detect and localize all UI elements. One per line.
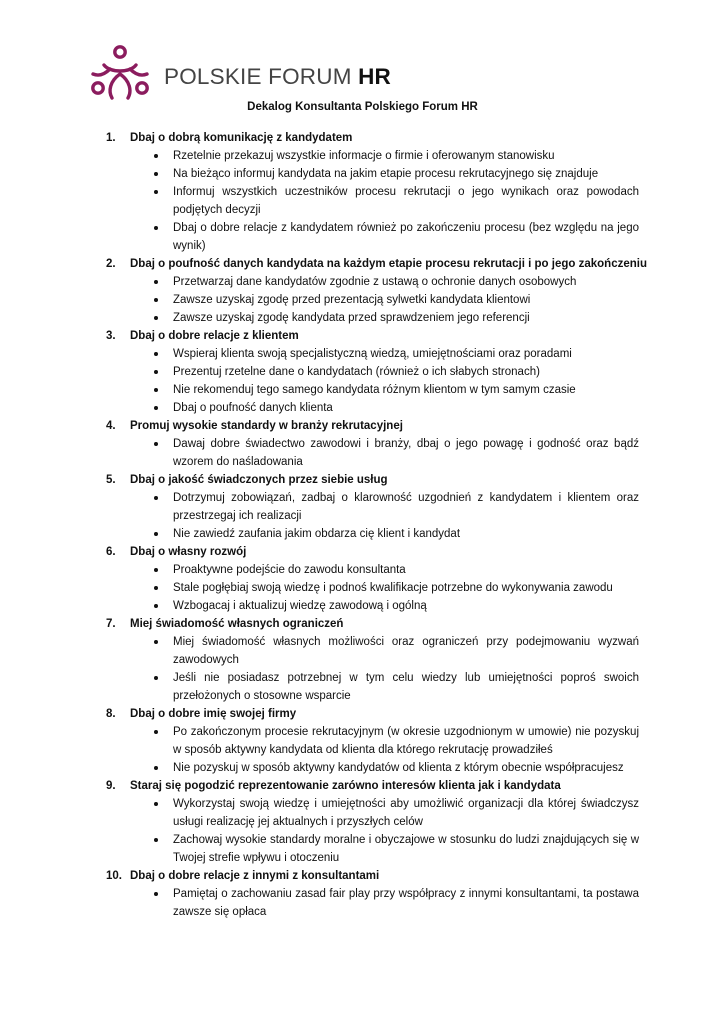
bullet-list [130,885,640,921]
bullet-item: Proaktywne podejście do zawodu konsultanta [173,561,639,579]
dekalog-item-heading-text: Dbaj o dobrą komunikację z kandydatem [130,132,353,144]
dekalog-item [106,129,640,255]
dekalog-item-heading-text: Dbaj o dobre relacje z innymi z konsultantami [130,870,380,882]
bullet-list [130,633,640,705]
dekalog-item-number: 9. [106,780,116,792]
dekalog-item-heading [106,867,640,885]
bullet-list [130,723,640,777]
polskie-forum-hr-logo-icon [88,43,152,101]
bullet-item: Zawsze uzyskaj zgodę kandydata przed sprawdzeniem jego referencji [173,309,639,327]
dekalog-item [106,777,640,867]
bullet-list [130,147,640,255]
bullet-item: Przetwarzaj dane kandydatów zgodnie z ustawą o ochronie danych osobowych [173,273,639,291]
dekalog-item-heading [106,615,640,633]
dekalog-item-number: 5. [106,474,116,486]
bullet-item: Wykorzystaj swoją wiedzę i umiejętności aby umożliwić organizacji dla której świadczysz usługi realizację jej aktualnych i przyszłych celów [173,795,639,831]
dekalog-item [106,867,640,921]
bullet-item: Po zakończonym procesie rekrutacyjnym (w okresie uzgodnionym w umowie) nie pozyskuj w sposób aktywny kandydata od klienta dla którego rekrutację prowadziłeś [173,723,639,759]
dekalog-item-number: 6. [106,546,116,558]
bullet-item: Zawsze uzyskaj zgodę przed prezentacją sylwetki kandydata klientowi [173,291,639,309]
dekalog-item-number: 7. [106,618,116,630]
dekalog-item [106,255,647,327]
dekalog-item-heading-text: Staraj się pogodzić reprezentowanie zarówno interesów klienta jak i kandydata [130,780,561,792]
bullet-item: Wzbogacaj i aktualizuj wiedzę zawodową i ogólną [173,597,639,615]
dekalog-item-heading [106,255,647,273]
bullet-item: Dbaj o dobre relacje z kandydatem również po zakończeniu procesu (bez względu na jego wynik) [173,219,639,255]
dekalog-item [106,705,640,777]
bullet-item: Nie rekomenduj tego samego kandydata różnym klientom w tym samym czasie [173,381,639,399]
dekalog-item-number: 8. [106,708,116,720]
dekalog-item-heading-text: Dbaj o jakość świadczonych przez siebie usług [130,474,388,486]
dekalog-item-heading-text: Dbaj o dobre imię swojej firmy [130,708,297,720]
bullet-list [130,795,640,867]
dekalog-item-heading [106,705,640,723]
dekalog-item-heading [106,543,640,561]
dekalog-item-heading-text: Dbaj o dobre relacje z klientem [130,330,299,342]
dekalog-item-heading [106,417,640,435]
bullet-item: Wspieraj klienta swoją specjalistyczną wiedzą, umiejętnościami oraz poradami [173,345,639,363]
logo-text-normal: POLSKIE FORUM [164,64,352,89]
bullet-list [130,345,640,417]
bullet-item: Nie pozyskuj w sposób aktywny kandydatów od klienta z którym obecnie współpracujesz [173,759,639,777]
bullet-item: Dotrzymuj zobowiązań, zadbaj o klarowność uzgodnień z kandydatem i klientem oraz przestrzegaj ich realizacji [173,489,639,525]
dekalog-item-heading [106,777,640,795]
bullet-item: Stale pogłębiaj swoją wiedzę i podnoś kwalifikacje potrzebne do wykonywania zawodu [173,579,639,597]
dekalog-item [106,417,640,471]
logo-text-bold: HR [358,64,391,89]
dekalog-item [106,327,640,417]
dekalog-item-number: 2. [106,258,116,270]
bullet-item: Na bieżąco informuj kandydata na jakim etapie procesu rekrutacyjnego się znajduje [173,165,639,183]
bullet-list [130,273,640,327]
bullet-item: Rzetelnie przekazuj wszystkie informacje o firmie i oferowanym stanowisku [173,147,639,165]
dekalog-item-heading-text: Promuj wysokie standardy w branży rekrutacyjnej [130,420,403,432]
bullet-item: Dbaj o poufność danych klienta [173,399,639,417]
bullet-item: Zachowaj wysokie standardy moralne i obyczajowe w stosunku do ludzi znajdujących się w Twojej strefie wpływu i otoczeniu [173,831,639,867]
bullet-list [130,489,640,543]
dekalog-item [106,471,640,543]
dekalog-item-heading-text: Miej świadomość własnych ograniczeń [130,618,344,630]
bullet-list [130,435,640,471]
logo-wordmark [164,64,391,90]
dekalog-item-heading [106,327,640,345]
bullet-item: Prezentuj rzetelne dane o kandydatach (również o ich słabych stronach) [173,363,639,381]
logo [88,43,391,101]
dekalog-item-heading [106,129,640,147]
dekalog-item [106,543,640,615]
bullet-item: Jeśli nie posiadasz potrzebnej w tym celu wiedzy lub umiejętności poproś swoich przełożonych o stosowne wsparcie [173,669,639,705]
dekalog-list [0,129,725,921]
dekalog-item-heading-text: Dbaj o własny rozwój [130,546,247,558]
bullet-item: Dawaj dobre świadectwo zawodowi i branży, dbaj o jego powagę i godność oraz bądź wzorem do naśladowania [173,435,639,471]
dekalog-item-number: 3. [106,330,116,342]
bullet-item: Miej świadomość własnych możliwości oraz ograniczeń przy podejmowaniu wyzwań zawodowych [173,633,639,669]
dekalog-item-number: 4. [106,420,116,432]
document-title: Dekalog Konsultanta Polskiego Forum HR [247,101,478,113]
dekalog-item-number: 1. [106,132,116,144]
bullet-item: Nie zawiedź zaufania jakim obdarza cię klient i kandydat [173,525,639,543]
bullet-item: Informuj wszystkich uczestników procesu rekrutacji o jego wynikach oraz powodach podjętych decyzji [173,183,639,219]
dekalog-item [106,615,640,705]
dekalog-item-heading-text: Dbaj o poufność danych kandydata na każdym etapie procesu rekrutacji i po jego zakończeniu [130,258,647,270]
bullet-list [130,561,640,615]
dekalog-item-heading [106,471,640,489]
dekalog-item-number: 10. [106,870,122,882]
bullet-item: Pamiętaj o zachowaniu zasad fair play przy współpracy z innymi konsultantami, ta postawa zawsze się opłaca [173,885,639,921]
